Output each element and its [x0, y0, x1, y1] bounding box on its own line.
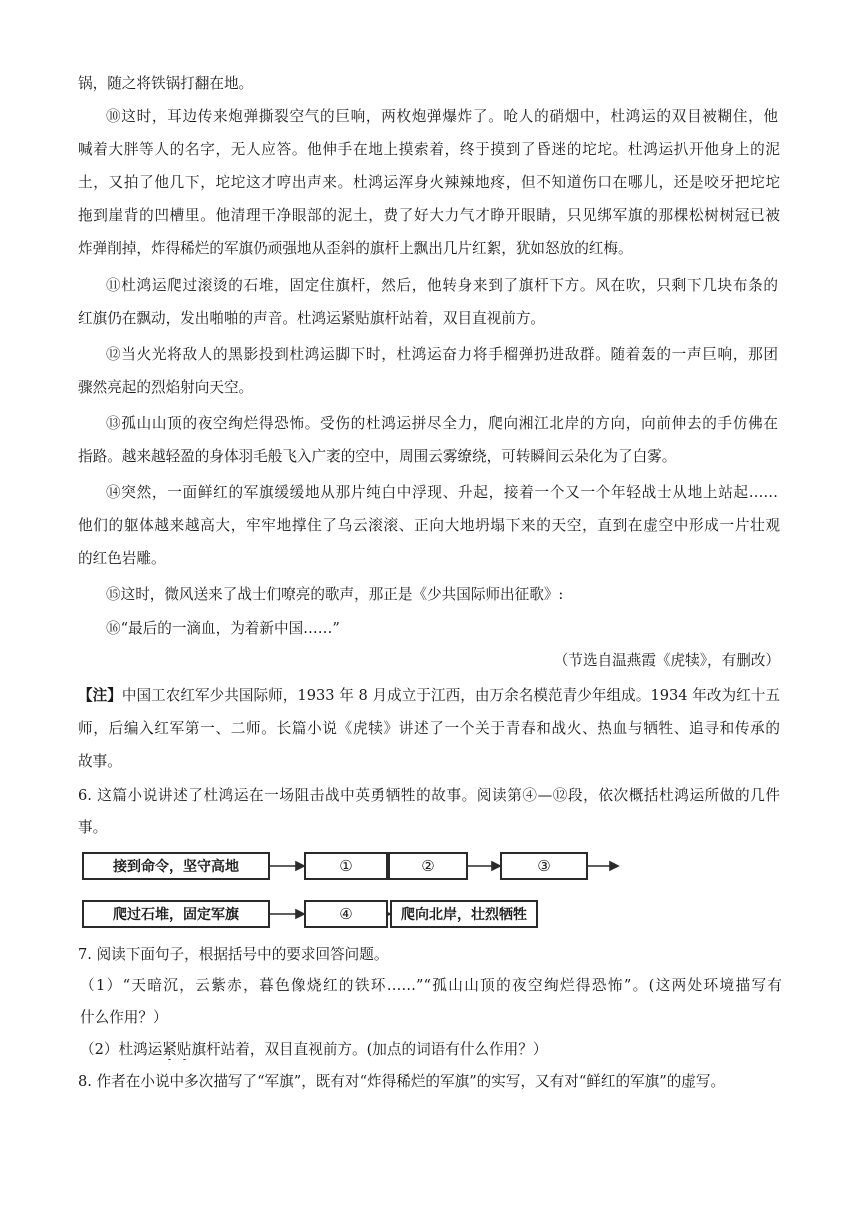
paragraph-10-line: 拖到崖背的凹槽里。他清理干净眼部的泥土，费了好大力气才睁开眼睛，只见绑军旗的那棵松树树冠已被 — [78, 207, 780, 224]
paragraph-14-line: 的红色岩雕。 — [78, 550, 166, 567]
paragraph-12-line: ⑫当火光将敌人的黑影投到杜鸿运脚下时，杜鸿运奋力将手榴弹扔进敌群。随着轰的一声巨响，那团 — [106, 346, 778, 363]
paragraph-10-line: 喊着大胖等人的名字，无人应答。他伸手在地上摸索着，终于摸到了昏迷的坨坨。杜鸿运扒开他身上的泥 — [78, 141, 780, 158]
question-7-title: 7. 阅读下面句子，根据括号中的要求回答问题。 — [78, 946, 389, 963]
q7-p2-pre: （2）杜鸿运 — [80, 1041, 163, 1058]
flowchart — [82, 849, 622, 931]
paragraph-11-line: 红旗仍在飘动，发出啪啪的声音。杜鸿运紧贴旗杆站着，双目直视前方。 — [78, 310, 546, 327]
note-label: 【注】 — [78, 687, 122, 704]
note-line: 故事。 — [78, 753, 122, 770]
question-8: 8. 作者在小说中多次描写了“军旗”，既有对“炸得稀烂的军旗”的实写，又有对“鲜红的军旗”的虚写。 — [78, 1073, 726, 1090]
question-6-line: 6. 这篇小说讲述了杜鸿运在一场阻击战中英勇牺牲的故事。阅读第④—⑫段，依次概括杜鸿运所做的几件 — [78, 787, 780, 804]
question-7-part-1-cont: 什么作用？） — [80, 1009, 168, 1026]
note-text: 中国工农红军少共国际师，1933 年 8 月成立于江西，由万余名模范青少年组成。1934 年改为红十五 — [121, 687, 780, 704]
dotted-char: 贴 — [176, 1041, 192, 1058]
question-7-part-1: （1）“天暗沉，云紫赤，暮色像烧红的铁环……”“孤山山顶的夜空绚烂得恐怖”。(这两处环境描写有 — [80, 977, 782, 994]
q7-p2-post: 旗杆站着，双目直视前方。(加点的词语有什么作用？） — [191, 1041, 548, 1058]
question-7-part-2 — [80, 1040, 782, 1060]
paragraph-11-line: ⑪杜鸿运爬过滚烫的石堆，固定住旗杆，然后，他转身来到了旗杆下方。风在吹，只剩下几块布条的 — [106, 277, 778, 294]
flow-box-blank-2: ② — [388, 852, 468, 880]
paragraph-10-line: 炸弹削掉，炸得稀烂的军旗仍顽强地从歪斜的旗杆上飘出几片红絮，犹如怒放的红梅。 — [78, 240, 633, 257]
flow-box-blank-1: ① — [304, 852, 388, 880]
paragraph-14-line: 他们的躯体越来越高大，牢牢地撑住了乌云滚滚、正向大地坍塌下来的天空，直到在虚空中形成一片壮观 — [78, 517, 780, 534]
paragraph-13-line: ⑬孤山山顶的夜空绚烂得恐怖。受伤的杜鸿运拼尽全力，爬向湘江北岸的方向，向前伸去的手仿佛在 — [106, 415, 778, 432]
paragraph-10-line: 土，又拍了他几下，坨坨这才哼出声来。杜鸿运浑身火辣辣地疼，但不知道伤口在哪儿，还是咬牙把坨坨 — [78, 174, 780, 191]
flow-box-blank-3: ③ — [500, 852, 588, 880]
question-6-line: 事。 — [78, 819, 108, 836]
paragraph-15-line: ⑮这时，微风送来了战士们嘹亮的歌声，那正是《少共国际师出征歌》: — [106, 586, 564, 603]
text-line: 锅，随之将铁锅打翻在地。 — [78, 75, 254, 92]
paragraph-13-line: 指路。越来越轻盈的身体羽毛般飞入广袤的空中，周围云雾缭绕，可转瞬间云朵化为了白雾。 — [78, 448, 677, 465]
paragraph-12-line: 骤然亮起的烈焰射向天空。 — [78, 379, 254, 396]
paragraph-14-line: ⑭突然，一面鲜红的军旗缓缓地从那片纯白中浮现、升起，接着一个又一个年轻战士从地上站起…… — [106, 484, 778, 501]
dotted-char: 紧 — [162, 1041, 177, 1058]
paragraph-16-line: ⑯“最后的一滴血，为着新中国……” — [106, 620, 340, 637]
paragraph-10-line: ⑩这时，耳边传来炮弹撕裂空气的巨响，两枚炮弹爆炸了。呛人的硝烟中，杜鸿运的双目被糊住，他 — [106, 108, 778, 125]
note-line — [78, 686, 780, 706]
note-line: 师，后编入红军第一、二师。长篇小说《虎犊》讲述了一个关于青春和战火、热血与牺牲、追寻和传承的 — [78, 720, 780, 737]
flow-box-2: 爬过石堆，固定军旗 — [82, 900, 270, 928]
flow-box-3: 爬向北岸，壮烈牺牲 — [390, 900, 538, 928]
source-citation: （节选自温燕霞《虎犊》，有删改） — [553, 652, 780, 669]
flow-box-blank-4: ④ — [304, 900, 388, 928]
flow-box-1: 接到命令，坚守高地 — [82, 852, 270, 880]
